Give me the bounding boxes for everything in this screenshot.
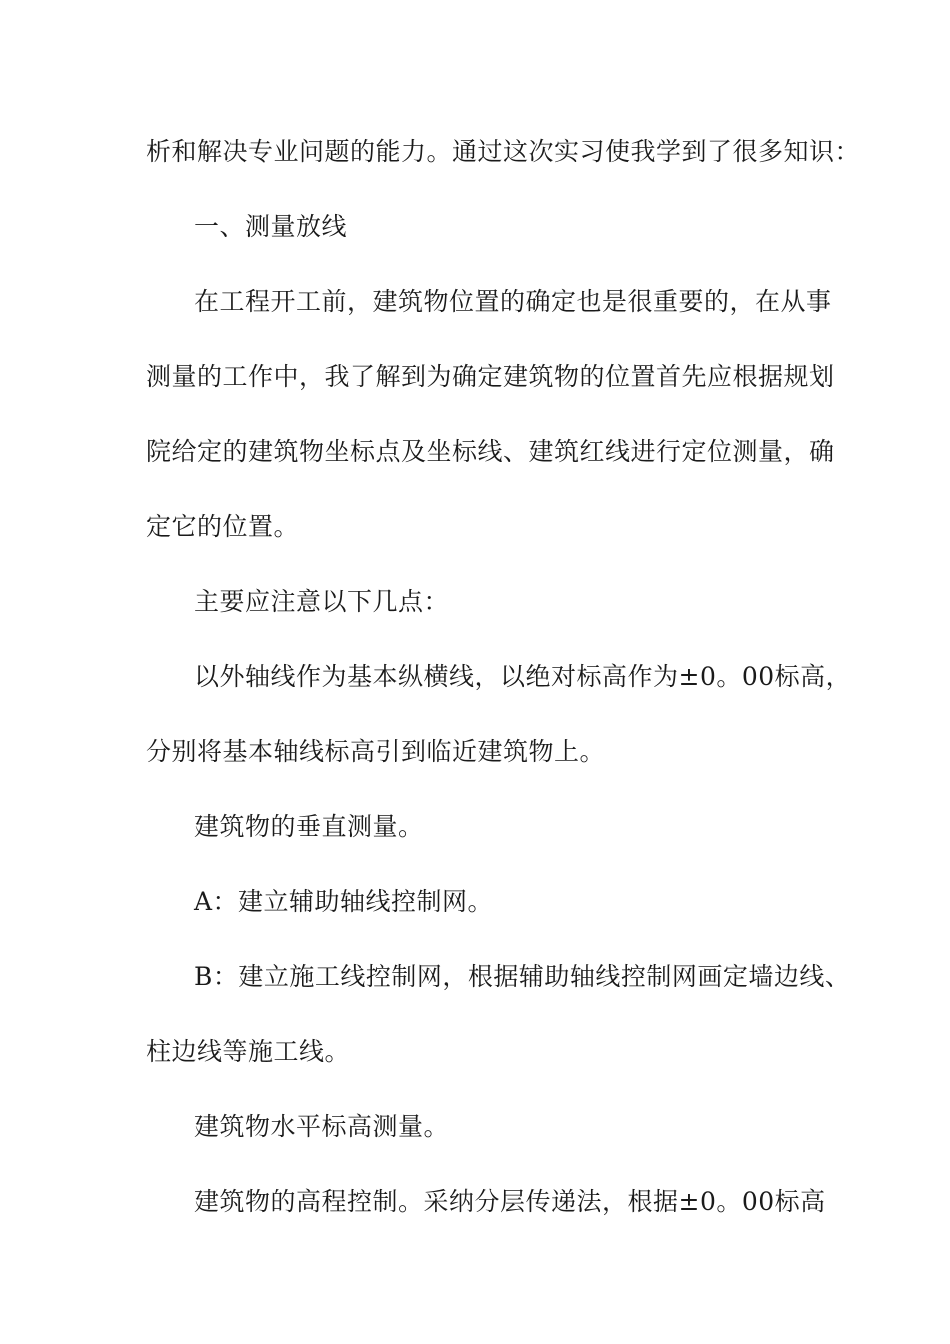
paragraph-line: 建筑物的垂直测量。 (194, 812, 424, 841)
paragraph-line: 在工程开工前，建筑物位置的确定也是很重要的，在从事 (194, 287, 832, 316)
paragraph-line: 柱边线等施工线。 (146, 1037, 351, 1066)
paragraph-line: 主要应注意以下几点： (194, 587, 450, 616)
section-heading: 一、测量放线 (194, 212, 348, 241)
paragraph-line: 建筑物的高程控制。采纳分层传递法，根据±0。00标高 (194, 1187, 826, 1216)
list-item: B：建立施工线控制网，根据辅助轴线控制网画定墙边线、 (194, 962, 851, 991)
list-item: A：建立辅助轴线控制网。 (194, 887, 494, 916)
paragraph-line: 以外轴线作为基本纵横线，以绝对标高作为±0。00标高， (194, 662, 852, 691)
text-line: 析和解决专业问题的能力。通过这次实习使我学到了很多知识： (146, 137, 861, 166)
paragraph-line: 定它的位置。 (146, 512, 300, 541)
paragraph-line: 分别将基本轴线标高引到临近建筑物上。 (146, 737, 606, 766)
paragraph-line: 建筑物水平标高测量。 (194, 1112, 450, 1141)
paragraph-line: 测量的工作中，我了解到为确定建筑物的位置首先应根据规划 (146, 362, 835, 391)
paragraph-line: 院给定的建筑物坐标点及坐标线、建筑红线进行定位测量，确 (146, 437, 835, 466)
